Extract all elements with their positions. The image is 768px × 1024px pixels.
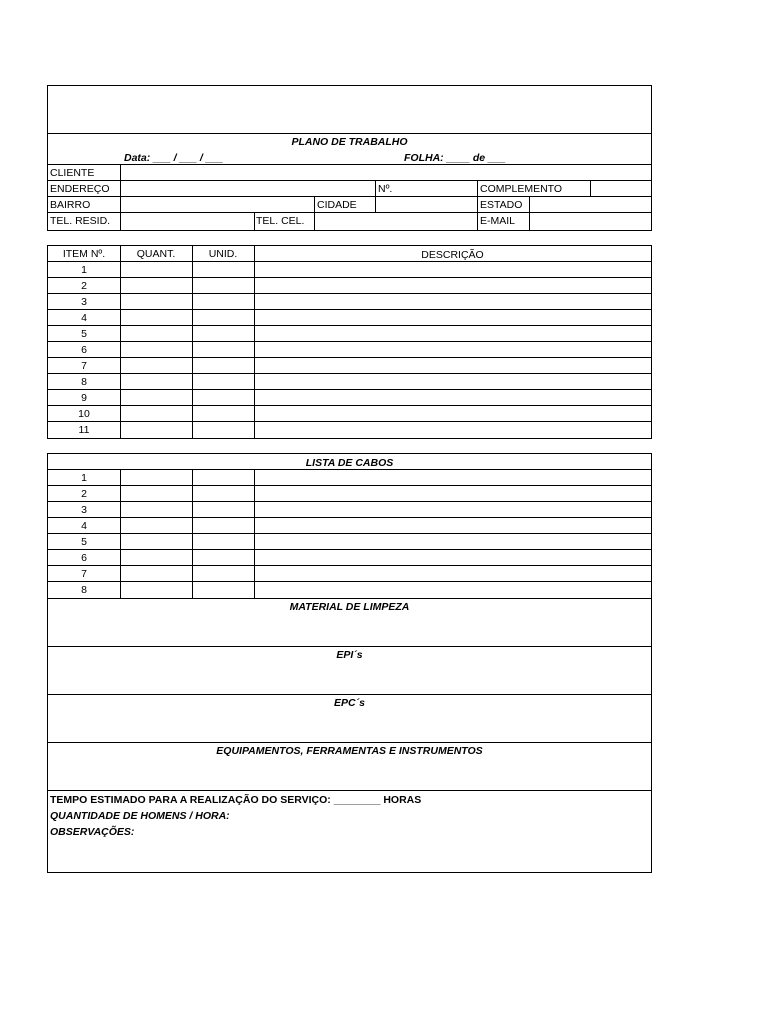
item-number: 9	[81, 392, 87, 404]
state-label: ESTADO	[480, 199, 523, 211]
column-header-description: DESCRIÇÃO	[421, 249, 484, 261]
divider	[375, 180, 376, 212]
items-table	[47, 245, 652, 439]
divider	[48, 261, 651, 262]
divider	[48, 485, 651, 486]
email-label: E-MAIL	[480, 215, 516, 227]
column-header-item: ITEM Nº.	[62, 248, 106, 260]
item-number: 11	[78, 424, 90, 436]
item-number: 8	[81, 376, 87, 388]
client-label: CLIENTE	[50, 167, 95, 179]
divider	[48, 389, 651, 390]
item-number: 3	[81, 296, 87, 308]
item-number: 1	[81, 264, 87, 276]
divider	[48, 196, 651, 197]
date-field[interactable]: Data: ___ / ___ / ___	[124, 152, 224, 164]
address-label: ENDEREÇO	[50, 183, 110, 195]
district-label: BAIRRO	[50, 199, 91, 211]
divider	[48, 373, 651, 374]
divider	[192, 469, 193, 598]
divider	[48, 341, 651, 342]
cleaning-material-title: MATERIAL DE LIMPEZA	[289, 601, 410, 613]
home-phone-label: TEL. RESID.	[50, 215, 111, 227]
divider	[48, 180, 651, 181]
man-hours-field[interactable]: QUANTIDADE DE HOMENS / HORA:	[50, 810, 230, 822]
column-header-unit: UNID.	[208, 248, 238, 260]
divider	[48, 357, 651, 358]
cable-number: 5	[81, 536, 87, 548]
cable-number: 7	[81, 568, 87, 580]
divider	[48, 533, 651, 534]
divider	[48, 325, 651, 326]
cables-title: LISTA DE CABOS	[305, 457, 394, 469]
divider	[48, 212, 651, 213]
divider	[48, 277, 651, 278]
divider	[48, 421, 651, 422]
ppe-title: EPI´s	[336, 649, 363, 661]
cable-number: 2	[81, 488, 87, 500]
observations-field[interactable]: OBSERVAÇÕES:	[50, 826, 135, 838]
column-header-quantity: QUANT.	[136, 248, 176, 260]
divider	[529, 196, 530, 230]
number-label: Nº.	[378, 183, 393, 195]
divider	[48, 293, 651, 294]
item-number: 4	[81, 312, 87, 324]
divider	[477, 180, 478, 230]
item-number: 5	[81, 328, 87, 340]
divider	[590, 180, 591, 196]
divider	[48, 549, 651, 550]
divider	[48, 742, 651, 743]
divider	[120, 246, 121, 438]
divider	[48, 133, 651, 134]
estimated-time-field[interactable]: TEMPO ESTIMADO PARA A REALIZAÇÃO DO SERVIÇO: ________ HORAS	[50, 794, 422, 806]
divider	[120, 469, 121, 598]
divider	[314, 196, 315, 230]
item-number: 2	[81, 280, 87, 292]
divider	[48, 405, 651, 406]
cable-number: 3	[81, 504, 87, 516]
divider	[48, 581, 651, 582]
city-label: CIDADE	[317, 199, 357, 211]
cable-number: 1	[81, 472, 87, 484]
divider	[48, 565, 651, 566]
divider	[120, 164, 121, 230]
item-number: 7	[81, 360, 87, 372]
cable-number: 4	[81, 520, 87, 532]
collective-protection-title: EPC´s	[334, 697, 365, 709]
form-title: PLANO DE TRABALHO	[291, 136, 408, 148]
divider	[48, 646, 651, 647]
sheet-field[interactable]: FOLHA: ____ de ___	[404, 152, 506, 164]
divider	[48, 790, 651, 791]
cable-number: 8	[81, 584, 87, 596]
equipment-title: EQUIPAMENTOS, FERRAMENTAS E INSTRUMENTOS	[216, 745, 483, 757]
item-number: 10	[78, 408, 90, 420]
divider	[254, 469, 255, 598]
item-number: 6	[81, 344, 87, 356]
divider	[48, 164, 651, 165]
divider	[254, 212, 255, 230]
complement-label: COMPLEMENTO	[480, 183, 563, 195]
divider	[192, 246, 193, 438]
divider	[48, 517, 651, 518]
divider	[48, 309, 651, 310]
divider	[48, 694, 651, 695]
divider	[48, 501, 651, 502]
divider	[48, 469, 651, 470]
divider	[48, 598, 651, 599]
cable-number: 6	[81, 552, 87, 564]
divider	[254, 246, 255, 438]
cell-phone-label: TEL. CEL.	[256, 215, 305, 227]
